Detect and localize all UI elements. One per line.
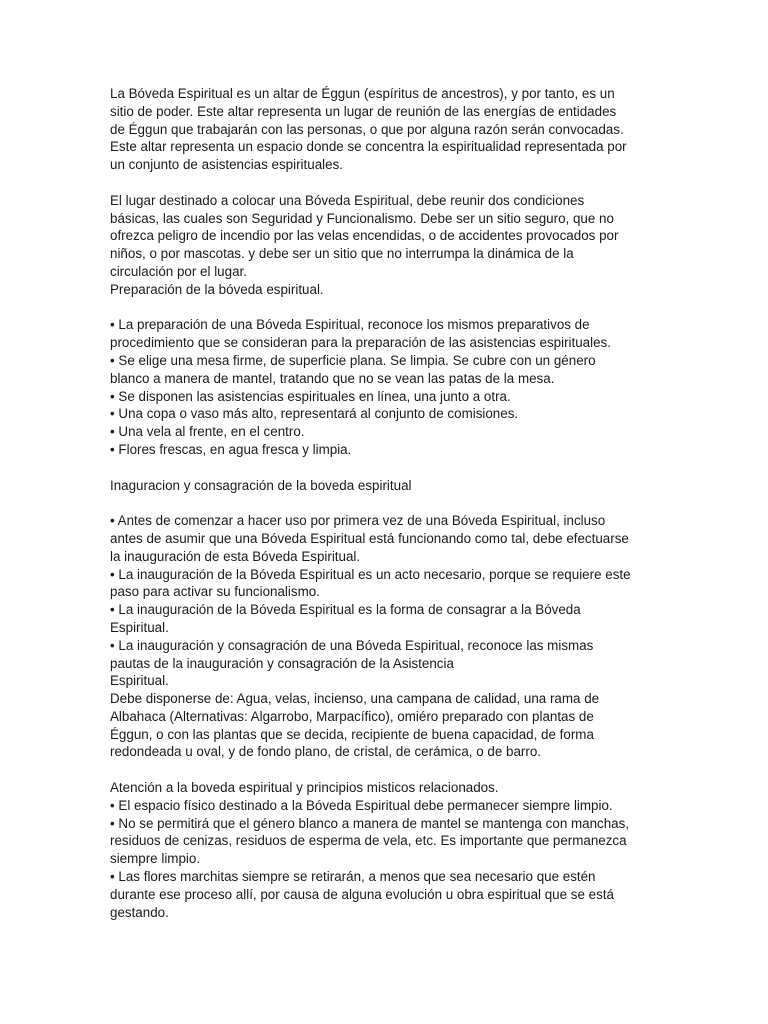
text-line: paso para activar su funcionalismo.: [110, 584, 320, 600]
text-line: un conjunto de asistencias espirituales.: [110, 157, 343, 173]
text-line: • La inauguración de la Bóveda Espiritual es la forma de consagrar a la Bóveda: [110, 602, 581, 618]
text-line: blanco a manera de mantel, tratando que no se vean las patas de la mesa.: [110, 370, 555, 386]
text-line: residuos de cenizas, residuos de esperma de vela, etc. Es importante que permanezca: [110, 833, 627, 849]
text-line: Albahaca (Alternativas: Algarrobo, Marpacífico), omiéro preparado con plantas de: [110, 708, 594, 724]
text-line: • La inauguración y consagración de una Bóveda Espiritual, reconoce las mismas: [110, 637, 594, 653]
paragraph: [110, 512, 670, 761]
paragraph-spacer: [110, 494, 670, 512]
text-line: • Una vela al frente, en el centro.: [110, 424, 305, 440]
text-line: ofrezca peligro de incendio por las velas encendidas, o de accidentes provocados por: [110, 228, 619, 244]
text-line: circulación por el lugar.: [110, 263, 247, 279]
text-line: niños, o por mascotas. y debe ser un sitio que no interrumpa la dinámica de la: [110, 246, 574, 262]
paragraph-spacer: [110, 761, 670, 779]
text-line: de Éggun que trabajarán con las personas, o que por alguna razón serán convocadas.: [110, 121, 624, 137]
text-line: • Flores frescas, en agua fresca y limpia.: [110, 441, 352, 457]
text-line: La Bóveda Espiritual es un altar de Éggun (espíritus de ancestros), y por tanto, es un: [110, 86, 615, 101]
text-line: redondeada u oval, y de fondo plano, de cristal, de cerámica, o de barro.: [110, 744, 542, 760]
text-line: • Una copa o vaso más alto, representará al conjunto de comisiones.: [110, 406, 519, 422]
text-line: Éggun, o con las plantas que se decida, recipiente de buena capacidad, de forma: [110, 726, 594, 742]
text-line: procedimiento que se consideran para la preparación de las asistencias espirituales.: [110, 335, 611, 351]
text-line: Este altar representa un espacio donde se concentra la espiritualidad representada por: [110, 139, 627, 155]
text-line: gestando.: [110, 904, 169, 920]
paragraph-spacer: [110, 299, 670, 317]
text-line: El lugar destinado a colocar una Bóveda Espiritual, debe reunir dos condiciones: [110, 192, 585, 208]
text-line: • La preparación de una Bóveda Espiritual, reconoce los mismos preparativos de: [110, 317, 590, 333]
text-line: • Se disponen las asistencias espirituales en línea, una junto a otra.: [110, 388, 511, 404]
text-line: Preparación de la bóveda espiritual.: [110, 281, 324, 297]
paragraph: [110, 85, 670, 174]
text-line: la inauguración de esta Bóveda Espiritual.: [110, 548, 361, 564]
paragraph-spacer: [110, 459, 670, 477]
text-line: • Antes de comenzar a hacer uso por primera vez de una Bóveda Espiritual, incluso: [110, 513, 606, 529]
text-line: • Se elige una mesa firme, de superficie plana. Se limpia. Se cubre con un género: [110, 352, 596, 368]
paragraph: [110, 316, 670, 458]
text-line: siempre limpio.: [110, 851, 201, 867]
text-line: durante ese proceso allí, por causa de alguna evolución u obra espiritual que se está: [110, 886, 614, 902]
paragraph-spacer: [110, 174, 670, 192]
paragraph: [110, 477, 670, 495]
text-line: Espiritual.: [110, 619, 169, 635]
text-line: Atención a la boveda espiritual y principios misticos relacionados.: [110, 780, 499, 796]
document-page: [110, 85, 670, 921]
text-line: • El espacio físico destinado a la Bóveda Espiritual debe permanecer siempre limpio.: [110, 797, 613, 813]
text-line: Espiritual.: [110, 673, 169, 689]
text-line: • La inauguración de la Bóveda Espiritual es un acto necesario, porque se requiere este: [110, 566, 631, 582]
text-line: Debe disponerse de: Agua, velas, incienso, una campana de calidad, una rama de: [110, 691, 600, 707]
paragraph: [110, 779, 670, 921]
text-line: pautas de la inauguración y consagración de la Asistencia: [110, 655, 454, 671]
text-line: antes de asumir que una Bóveda Espiritual está funcionando como tal, debe efectuarse: [110, 530, 629, 546]
text-line: sitio de poder. Este altar representa un lugar de reunión de las energías de entidades: [110, 103, 617, 119]
text-line: básicas, las cuales son Seguridad y Funcionalismo. Debe ser un sitio seguro, que no: [110, 210, 614, 226]
text-line: Inaguracion y consagración de la boveda espiritual: [110, 477, 412, 493]
paragraph: [110, 192, 670, 299]
text-line: • Las flores marchitas siempre se retirarán, a menos que sea necesario que estén: [110, 869, 596, 885]
text-line: • No se permitirá que el género blanco a manera de mantel se mantenga con manchas,: [110, 815, 630, 831]
